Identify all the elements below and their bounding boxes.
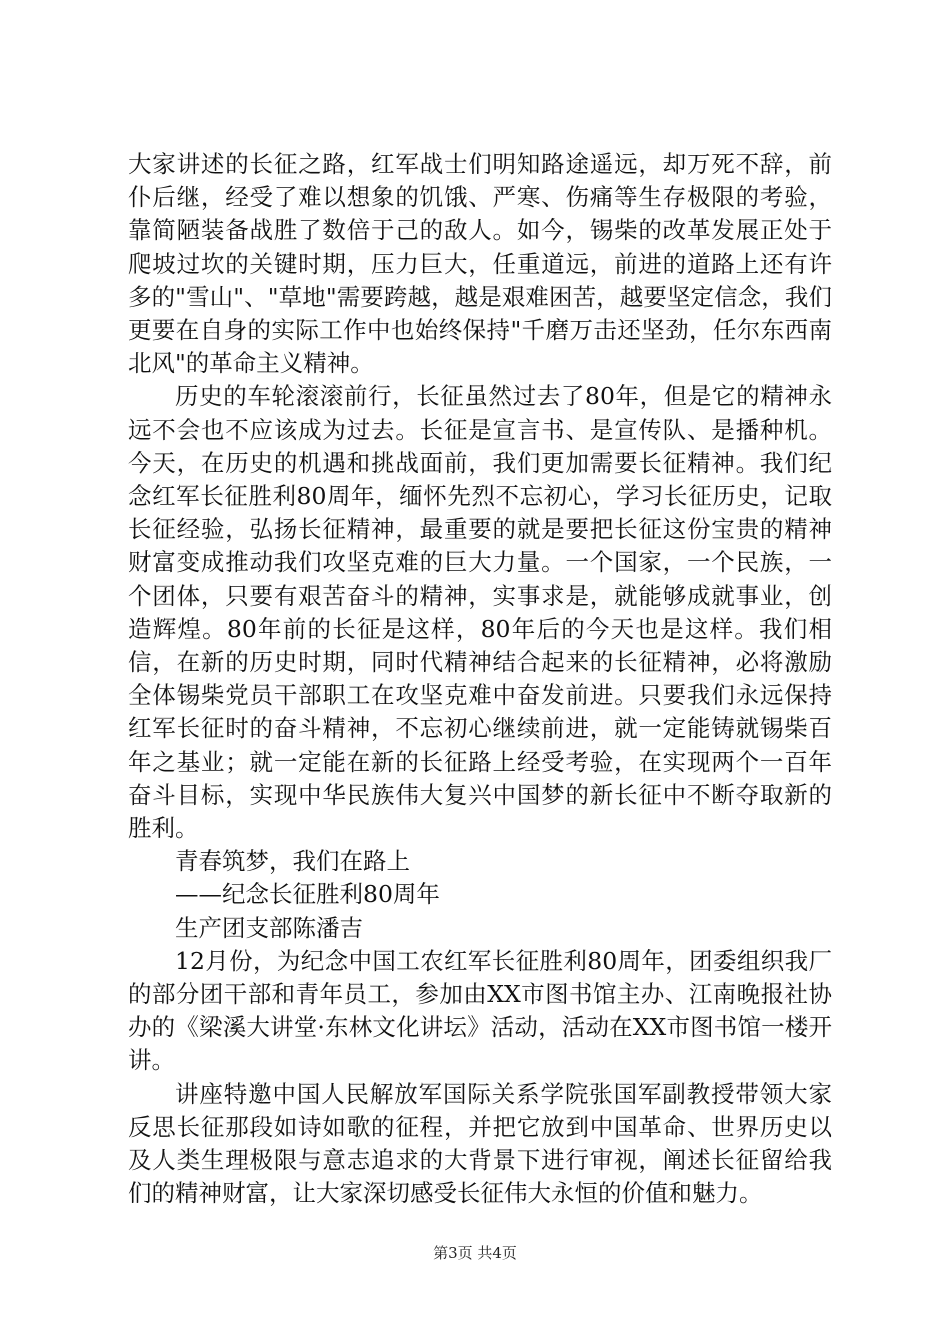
paragraph-event: 12月份，为纪念中国工农红军长征胜利80周年，团委组织我厂的部分团干部和青年员工，参加由XX市图书馆主办、江南晚报社协办的《梁溪大讲堂·东林文化讲坛》活动，活动在XX市图书馆一楼开讲。: [128, 946, 832, 1075]
page-footer: [0, 1243, 950, 1263]
article-title: 青春筑梦，我们在路上: [175, 847, 410, 876]
article-subtitle: ——纪念长征胜利80周年: [175, 880, 440, 909]
paragraph-lecture: 讲座特邀中国人民解放军国际关系学院张国军副教授带领大家反思长征那段如诗如歌的征程，并把它放到中国革命、世界历史以及人类生理极限与意志追求的大背景下进行审视，阐述长征留给我们的精神财富，让大家深切感受长征伟大永恒的价值和魅力。: [128, 1079, 832, 1208]
article-author: 生产团支部陈潘吉: [175, 913, 363, 942]
paragraph-history: 历史的车轮滚滚前行，长征虽然过去了80年，但是它的精神永远不会也不应该成为过去。长征是宣言书、是宣传队、是播种机。今天，在历史的机遇和挑战面前，我们更加需要长征精神。我们纪念红军长征胜利80周年，缅怀先烈不忘初心，学习长征历史，记取长征经验，弘扬长征精神，最重要的就是要把长征这份宝贵的精神财富变成推动我们攻坚克难的巨大力量。一个国家，一个民族，一个团体，只要有艰苦奋斗的精神，实事求是，就能够成就事业，创造辉煌。80年前的长征是这样，80年后的今天也是这样。我们相信，在新的历史时期，同时代精神结合起来的长征精神，必将激励全体锡柴党员干部职工在攻坚克难中奋发前进。只要我们永远保持红军长征时的奋斗精神，不忘初心继续前进，就一定能铸就锡柴百年之基业；就一定能在新的长征路上经受考验，在实现两个一百年奋斗目标，实现中华民族伟大复兴中国梦的新长征中不断夺取新的胜利。: [128, 382, 832, 843]
paragraph-continued: 大家讲述的长征之路，红军战士们明知路途遥远，却万死不辞，前仆后继，经受了难以想象的饥饿、严寒、伤痛等生存极限的考验，靠简陋装备战胜了数倍于己的敌人。如今，锡柴的改革发展正处于爬坡过坎的关键时期，压力巨大，任重道远，前进的道路上还有许多的"雪山"、"草地"需要跨越，越是艰难困苦，越要坚定信念，我们更要在自身的实际工作中也始终保持"千磨万击还坚劲，任尔东西南北风"的革命主义精神。: [128, 150, 832, 378]
document-body: [128, 148, 832, 1211]
page-number: 第3页 共4页: [433, 1244, 517, 1262]
